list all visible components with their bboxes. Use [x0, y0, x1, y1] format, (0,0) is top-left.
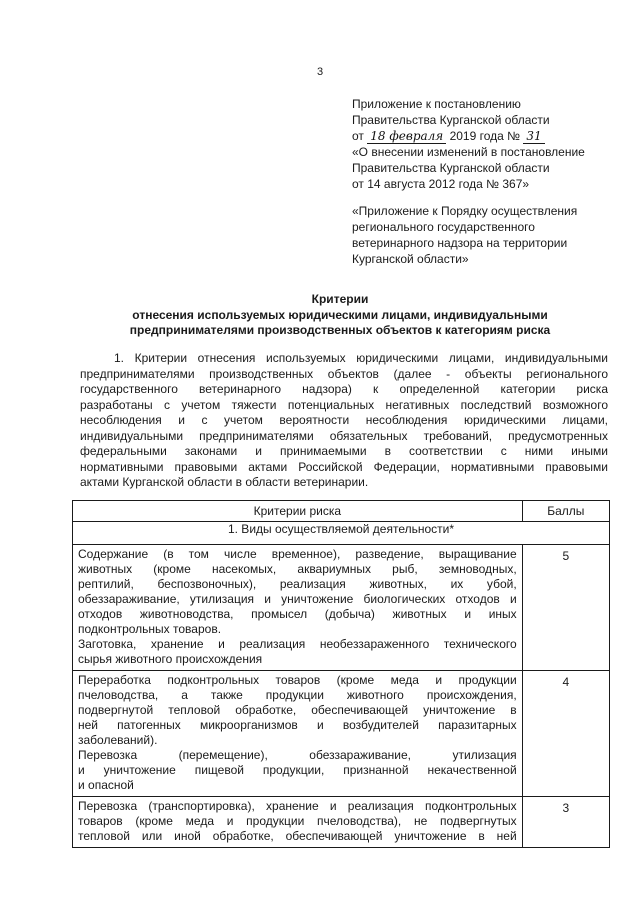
criteria-cell — [73, 545, 523, 671]
cell-line: заболеваний). — [78, 733, 158, 747]
cell-line: пчеловодства, а также продукции животного происхождения, — [78, 688, 517, 702]
cell-line: отходов животноводства, промысел (добыча) животных и иных — [78, 607, 517, 621]
criteria-cell — [73, 671, 523, 797]
cell-line: животных (кроме насекомых, аквариумных рыб, земноводных, — [78, 562, 517, 576]
cell-line: Содержание (в том числе временное), разведение, выращивание — [78, 547, 517, 561]
paragraph-line: нормативными правовыми актами Российской Федерации, нормативными правовыми — [80, 459, 608, 474]
cell-line: товаров (кроме меда и продукции пчеловодства), не подвергнутых — [78, 814, 517, 828]
paragraph-line: федеральными законами и принимаемыми в соответствии с ними иными — [80, 444, 608, 458]
table-section-row — [73, 522, 610, 545]
title-line: предпринимателями производственных объектов к категориям риска — [129, 323, 551, 337]
table-row — [73, 671, 610, 797]
document-title — [80, 292, 600, 339]
points-cell — [522, 545, 609, 671]
cell-line: и опасной — [78, 778, 134, 792]
appendix-line: «О внесении изменений в постановление — [352, 145, 585, 159]
paragraph-line: предпринимателями производственных объектов (далее - объекты регионального — [80, 366, 608, 381]
points-cell — [522, 671, 609, 797]
paragraph-line: государственного ветеринарного надзора) к определенной категории риска — [80, 382, 608, 396]
paragraph-1 — [80, 351, 608, 491]
appendix-line: Правительства Курганской области — [352, 161, 550, 175]
appendix-line: ветеринарного надзора на территории — [352, 236, 568, 250]
cell-line: и уничтожение пищевой продукции, признанной некачественной — [78, 763, 517, 777]
paragraph-line: 1. Критерии отнесения используемых юридическими лицами, индивидуальными — [114, 351, 608, 365]
cell-line: обеззараживание, утилизация и уничтожение биологических отходов и — [78, 592, 517, 606]
section-title: 1. Виды осуществляемой деятельности* — [73, 522, 610, 545]
page-number: 3 — [316, 66, 324, 78]
risk-criteria-table — [72, 500, 610, 848]
title-line: Критерии — [311, 292, 369, 306]
points-cell — [522, 797, 609, 848]
header-criteria: Критерии риска — [73, 501, 523, 522]
cell-line: сырья животного происхождения — [78, 652, 263, 666]
paragraph-line: разработаны с учетом тяжести потенциальных негативных последствий возможного — [80, 397, 608, 412]
cell-line: Заготовка, хранение и реализация необеззараженного технического — [78, 637, 517, 651]
table-row — [73, 797, 610, 848]
appendix-line: Правительства Курганской области — [352, 113, 550, 127]
header-points: Баллы — [522, 501, 609, 522]
paragraph-line: индивидуальными предпринимателями обязательных требований, предусмотренных — [80, 428, 608, 443]
appendix-header — [352, 96, 622, 192]
points-value: 5 — [562, 549, 570, 563]
title-line: отнесения используемых юридическими лицами, индивидуальными — [132, 307, 548, 322]
appendix-line: Курганской области» — [352, 252, 469, 266]
cell-line: Переработка подконтрольных товаров (кроме меда и продукции — [78, 673, 517, 687]
cell-line: рептилий, беспозвоночных), реализация животных, их убой, — [78, 577, 517, 591]
paragraph-line: актами Курганской области в области ветеринарии. — [80, 475, 369, 489]
handwritten-number: 31 — [523, 129, 544, 144]
appendix-date-line — [352, 128, 622, 144]
from-label: от — [352, 129, 364, 143]
appendix-order-header — [352, 203, 622, 267]
table-header-row — [73, 501, 610, 522]
cell-line: Перевозка (транспортировка), хранение и реализация подконтрольных — [78, 799, 517, 813]
handwritten-date: 18 февраля — [367, 129, 446, 144]
appendix-line: от 14 августа 2012 года № 367» — [352, 177, 530, 191]
cell-line: подконтрольных товаров. — [78, 622, 222, 636]
year-text: 2019 года № — [449, 129, 521, 143]
criteria-cell — [73, 797, 523, 848]
paragraph-line: несоблюдения и с учетом вероятности несоблюдения юридическими лицами, — [80, 413, 608, 427]
appendix-line: регионального государственного — [352, 220, 535, 234]
points-value: 3 — [562, 801, 570, 815]
table-row — [73, 545, 610, 671]
cell-line: Перевозка (перемещение), обеззараживание, утилизация — [78, 748, 517, 762]
cell-line: подвергнутой тепловой обработке, обеспечивающей уничтожение в — [78, 703, 517, 717]
points-value: 4 — [562, 675, 570, 689]
appendix-line: Приложение к постановлению — [352, 97, 521, 111]
cell-line: ней патогенных микроорганизмов и возбудителей паразитарных — [78, 718, 517, 732]
cell-line: тепловой или иной обработке, обеспечивающей уничтожение в ней — [78, 829, 517, 843]
appendix-line: «Приложение к Порядку осуществления — [352, 204, 578, 218]
